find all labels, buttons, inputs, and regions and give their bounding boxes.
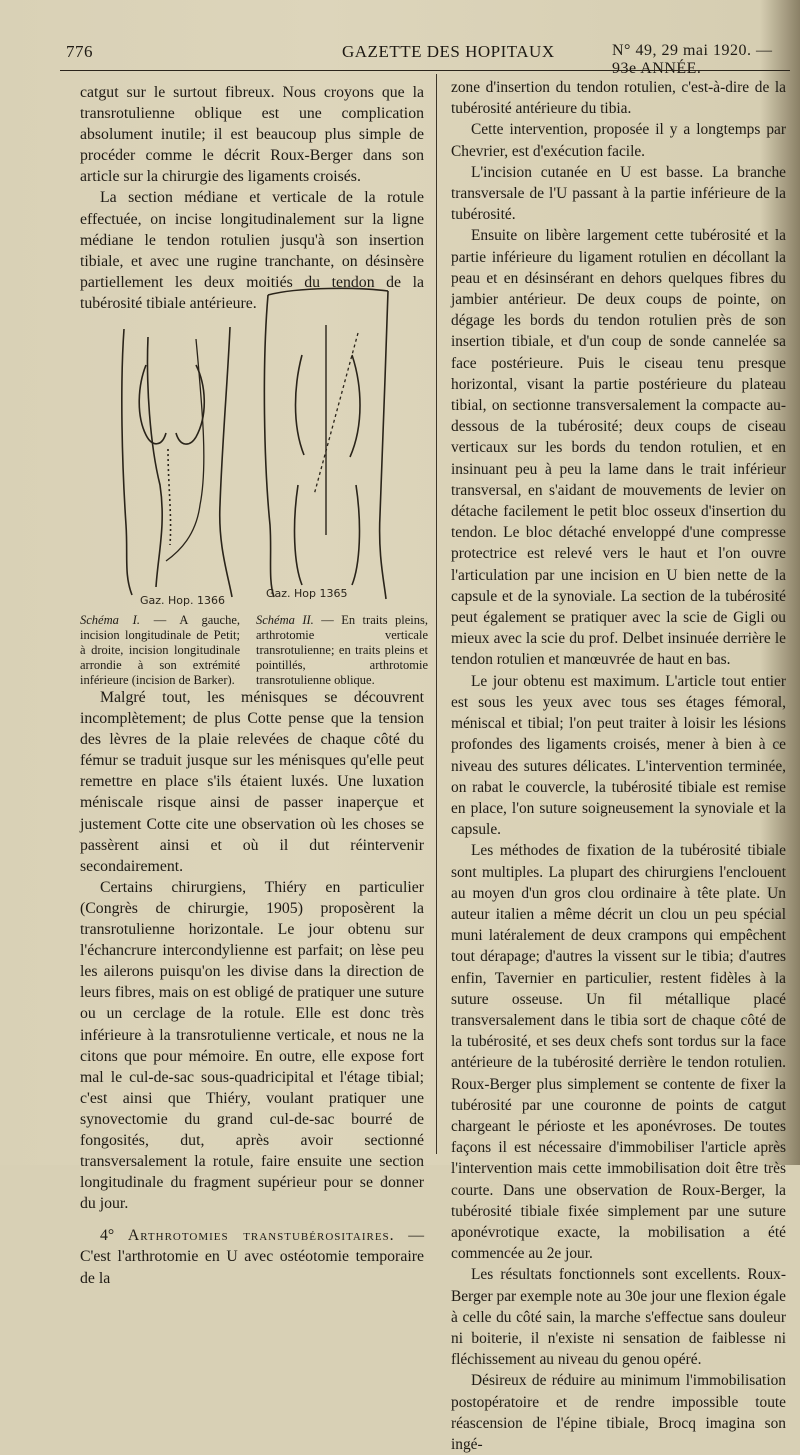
figure2-tibia-left — [295, 485, 302, 585]
paragraph: Malgré tout, les ménisques se découvrent incomplètement; de plus Cotte pense que la tension des lèvres de la plaie relevées de chaque côté du fémur se traduit jusque sur les ménisques qu'elle peut remettre en place s'ils étaient luxés. Une luxation méniscale risque ainsi de passer inaperçue et justement Cotte cite une observation où les choses se passèrent ainsi et où il dut réintervenir secondairement. — [80, 689, 424, 875]
right-column — [451, 77, 786, 1455]
paragraph: La section médiane et verticale de la rotule effectuée, on incise longitudinalement sur la ligne médiane le tendon rotulien jusqu'à son insertion tibiale, et avec une rugine tranchante, on désinsère partiellement les deux moitiés du tendon de la tubérosité tibiale antérieure. — [80, 189, 424, 312]
figure2-patella-right — [350, 355, 360, 457]
figure1-outline-right — [220, 327, 232, 597]
journal-title: GAZETTE DES HOPITAUX — [342, 42, 555, 61]
caption-label: Schéma II. — [256, 613, 314, 627]
paragraph: Cette intervention, proposée il y a longtemps par Chevrier, est d'exécution facile. — [451, 121, 786, 160]
header-rule — [60, 70, 790, 71]
figure1-patella-left — [139, 365, 166, 444]
figure2-signature: Gaz. Hop 1365 — [266, 587, 348, 600]
paragraph: Ensuite on libère largement cette tubérosité et la partie inférieure du ligament rotulien en décollant la peau et en désinsérant en dehors quelques fibres du jambier antérieur. De deux coups de pointe, on dégage les bords du tendon rotulien près de son insertion tibiale, et d'un coup de sonde cannelée sa face postérieure. Puis le ciseau tenu presque horizontal, visant la partie postérieure du plateau tibial, on sectionne transversalement la compacte au-dessous de la tubérosité; deux coups de ciseau verticaux sur les bords du tendon rotulien, et en insinuant peu à peu la lame dans le trait inférieur transversal, en s'aidant de mouvements de levier on détache facilement le petit bloc osseux d'insertion du tendon. Le bloc détaché enveloppé d'une compresse protectrice est relevé vers le haut et l'on ouvre l'articulation par une incision en U bien nette de la capsule et de la synoviale. La section de la tubérosité peut également se pratiquer avec la scie de Gigli ou mieux avec la scie du prof. Delbet insinuée derrière le tendon rotulien et manœuvrée de haut en bas. — [451, 227, 786, 669]
paragraph: Les résultats fonctionnels sont excellents. Roux-Berger par exemple note au 30e jour une flexion égale à celle du côté sain, la marche s'effectue sans douleur ni boiterie, il n'existe ni sensation de faiblesse ni fléchissement au niveau du genou opéré. — [451, 1266, 786, 1369]
schema-2-caption — [256, 613, 428, 688]
paragraph: zone d'insertion du tendon rotulien, c'est-à-dire de la tubérosité antérieure du tibia. — [451, 79, 786, 118]
left-column-bottom — [80, 687, 424, 1289]
paragraph: Les méthodes de fixation de la tubérosité tibiale sont multiples. La plupart des chirurgiens l'enclouent au moyen d'un gros clou ordinaire à tête plate. Un auteur italien a même décrit un clou un peu spécial muni latéralement de deux crampons qui empêchent tout dérapage; d'autres la vissent sur le tibia; d'autres enfin, Tavernier en particulier, restent fidèles à la suture osseuse. Un fil métallique placé transversalement dans le tibia sort de chaque côté de la tubérosité, et ses deux chefs sont tordus sur la face antérieure de la tubérosité derrière le tendon rotulien. Roux-Berger plus simplement se contente de fixer la tubérosité par une couronne de points de catgut chargeant le périoste et les aponévroses. De toutes façons il est nécessaire d'immobiliser l'article après l'intervention mais cette immobilisation doit être très courte. Dans une observation de Roux-Berger, la tubérosité tibiale fixée simplement par une suture aponévrotique exacte, la mobilisation a été commencée au 2e jour. — [451, 842, 786, 1263]
figure1-tendon — [168, 449, 171, 545]
figure1-incision-right — [166, 339, 204, 561]
caption-label: Schéma I. — [80, 613, 140, 627]
paragraph: L'incision cutanée en U est basse. La branche transversale de l'U passant à la partie inférieure de la tubérosité. — [451, 163, 786, 224]
page-header — [60, 38, 790, 77]
figure1-signature: Gaz. Hop. 1366 — [140, 594, 226, 607]
figure1-incision-left — [148, 337, 163, 587]
caption-text: — En traits pleins, arthrotomie verticale transrotulienne; en traits pleins et pointillés, arthrotomie transrotulienne oblique. — [256, 613, 428, 687]
section-number: 4° — [100, 1227, 115, 1245]
figure2-tibia-right — [352, 485, 359, 585]
figure1-outline-left — [122, 329, 132, 595]
schema-1-figure — [110, 325, 240, 607]
page-number: 776 — [66, 42, 93, 61]
section-paragraph — [80, 1225, 424, 1288]
section-heading: Arthrotomies transtubérositaires. — [127, 1227, 395, 1245]
paragraph: Le jour obtenu est maximum. L'article tout entier est sous les yeux avec tous ses étages fémoral, méniscal et tibial; l'on peut traiter à loisir les lésions profondes des ligaments croisés, mener à bien à ce niveau des sutures délicates. L'intervention terminée, on rabat le couvercle, la tubérosité tibiale est remise en place, l'on suture soigneusement la synoviale et la capsule. — [451, 672, 786, 839]
schema-2-figure — [258, 285, 396, 605]
paragraph: Désireux de réduire au minimum l'immobilisation postopératoire et de rendre impossible toute réascension de l'épine tibiale, Brocq imagina son ingé- — [451, 1372, 786, 1453]
figure2-outline-left — [264, 295, 274, 597]
figure2-patella-left — [296, 355, 305, 455]
left-column-top — [80, 82, 424, 314]
paragraph: catgut sur le surtout fibreux. Nous croyons que la transrotulienne oblique est une complication absolument inutile; il est beaucoup plus simple de procéder comme le décrit Roux-Berger dans son article sur la chirurgie des ligaments croisés. — [80, 84, 424, 186]
figure2-thigh-top — [268, 288, 388, 295]
schema-1-caption — [80, 613, 240, 688]
issue-info: N° 49, 29 mai 1920. — 93e ANNÉE. — [612, 42, 773, 77]
figure2-outline-right — [380, 291, 388, 599]
paragraph: Certains chirurgiens, Thiéry en particulier (Congrès de chirurgie, 1905) proposèrent la transrotulienne horizontale. Le jour obtenu sur l'échancrure intercondylienne est parfait; on lèse peu les ailerons puisqu'on les divise dans la direction de leurs fibres, mais on est obligé de pratiquer une suture ou un cerclage de la rotule. Elle est donc très inférieure à la transrotulienne verticale, et nous ne la citons que pour mémoire. En outre, elle expose fort mal le cul-de-sac sous-quadricipital et l'étage tibial; c'est ainsi que Thiéry, voulant pratiquer une synovectomie du grand cul-de-sac bourré de fongosités, dut, après avoir sectionné transversalement la rotule, faire ensuite une section longitudinale du fragment supérieur pour se donner du jour. — [80, 878, 424, 1213]
figure2-oblique-incision — [314, 333, 358, 495]
caption-text: — A gauche, incision longitudinale de Petit; à droite, incision longitudinale arrondie à son extrémité inférieure (incision de Barker). — [80, 613, 240, 687]
column-divider — [436, 74, 437, 1154]
figure1-patella-right — [176, 365, 204, 444]
section-text: — C'est l'arthrotomie en U avec ostéotomie temporaire de la — [80, 1227, 425, 1287]
